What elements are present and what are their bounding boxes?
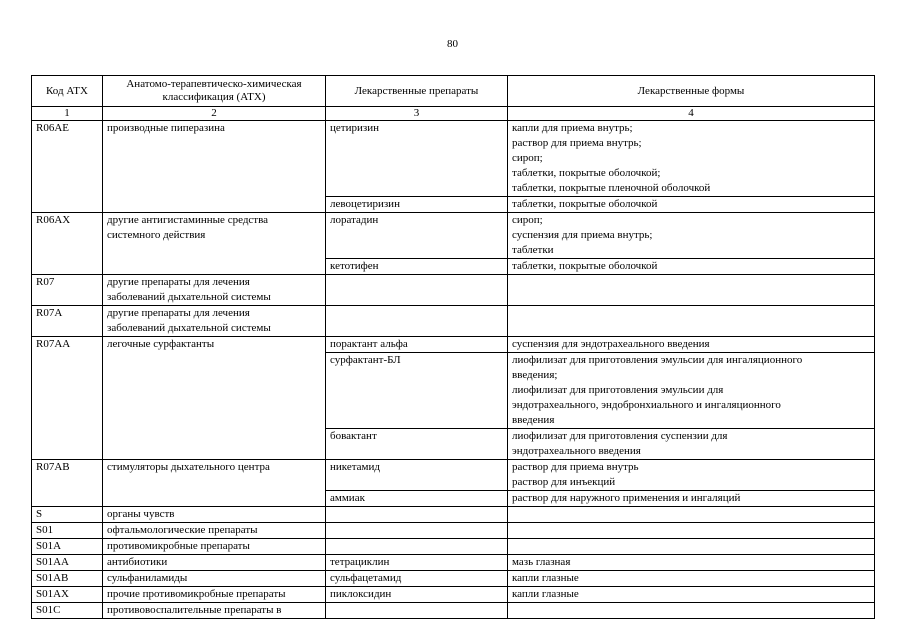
dosage-forms-cell xyxy=(508,587,875,603)
dosage-forms-cell xyxy=(508,523,875,539)
classification-cell xyxy=(103,539,326,555)
atx-code-cell: S01C xyxy=(32,603,103,619)
classification-line: производные пиперазина xyxy=(107,122,225,134)
dosage-form-line: раствор для приема внутрь xyxy=(512,461,639,473)
dosage-forms-cell xyxy=(508,571,875,587)
classification-line: другие антигистаминные средства xyxy=(107,214,269,226)
atx-code-cell: S01AX xyxy=(32,587,103,603)
dosage-form-line: таблетки, покрытые оболочкой; xyxy=(512,167,661,179)
atx-code-cell: R07AB xyxy=(32,460,103,507)
drug-name-cell: никетамид xyxy=(326,460,508,491)
table-row xyxy=(32,555,875,571)
dosage-form-line: капли глазные xyxy=(512,588,579,600)
atx-code-cell: S xyxy=(32,507,103,523)
classification-cell xyxy=(103,555,326,571)
table-row xyxy=(32,603,875,619)
classification-cell xyxy=(103,213,326,275)
classification-cell xyxy=(103,275,326,306)
drug-name-cell: пиклоксидин xyxy=(326,587,508,603)
dosage-form-line: таблетки, покрытые оболочкой xyxy=(512,260,658,272)
dosage-form-line: таблетки, покрытые оболочкой xyxy=(512,198,658,210)
dosage-forms-cell xyxy=(508,353,875,429)
classification-line: стимуляторы дыхательного центра xyxy=(107,461,270,473)
drug-name-cell xyxy=(326,275,508,306)
drug-name-cell: сурфактант-БЛ xyxy=(326,353,508,429)
dosage-forms-cell xyxy=(508,259,875,275)
dosage-forms-cell xyxy=(508,275,875,306)
dosage-form-line: мазь глазная xyxy=(512,556,571,568)
dosage-form-line: лиофилизат для приготовления эмульсии для ингаляционного xyxy=(512,354,803,366)
drug-name-cell: порактант альфа xyxy=(326,337,508,353)
classification-line: прочие противомикробные препараты xyxy=(107,588,286,600)
dosage-forms-cell xyxy=(508,429,875,460)
dosage-form-line: капли глазные xyxy=(512,572,579,584)
header-drugs: Лекарственные препараты xyxy=(326,76,508,107)
table-row xyxy=(32,460,875,491)
classification-line: другие препараты для лечения xyxy=(107,276,250,288)
drug-name-cell xyxy=(326,507,508,523)
dosage-form-line: эндотрахеального введения xyxy=(512,445,641,457)
dosage-forms-cell xyxy=(508,491,875,507)
table-row xyxy=(32,587,875,603)
dosage-forms-cell xyxy=(508,213,875,259)
classification-line: офтальмологические препараты xyxy=(107,524,258,536)
dosage-forms-cell xyxy=(508,555,875,571)
classification-cell xyxy=(103,337,326,460)
dosage-forms-cell xyxy=(508,337,875,353)
dosage-forms-cell xyxy=(508,603,875,619)
atx-code-cell: R06AX xyxy=(32,213,103,275)
atx-code-cell: S01A xyxy=(32,539,103,555)
classification-cell xyxy=(103,306,326,337)
atx-table xyxy=(31,75,875,619)
classification-line: другие препараты для лечения xyxy=(107,307,250,319)
dosage-forms-cell xyxy=(508,507,875,523)
column-number-row xyxy=(32,107,875,121)
drug-name-cell xyxy=(326,539,508,555)
dosage-forms-cell xyxy=(508,539,875,555)
header-code: Код АТХ xyxy=(32,76,103,107)
table-row xyxy=(32,121,875,197)
dosage-form-line: раствор для инъекций xyxy=(512,476,616,488)
drug-name-cell xyxy=(326,523,508,539)
dosage-form-line: таблетки xyxy=(512,244,554,256)
table-body xyxy=(32,121,875,619)
table-row xyxy=(32,539,875,555)
table-row xyxy=(32,213,875,259)
atx-code-cell: R07AA xyxy=(32,337,103,460)
drug-name-cell: сульфацетамид xyxy=(326,571,508,587)
classification-line: системного действия xyxy=(107,229,206,241)
column-number: 4 xyxy=(508,107,875,121)
dosage-form-line: сироп; xyxy=(512,152,543,164)
dosage-form-line: эндотрахеального, эндобронхиального и ингаляционного xyxy=(512,399,781,411)
dosage-form-line: лиофилизат для приготовления эмульсии для xyxy=(512,384,724,396)
dosage-forms-cell xyxy=(508,121,875,197)
dosage-form-line: введения xyxy=(512,414,555,426)
atx-code-cell: S01AB xyxy=(32,571,103,587)
atx-code-cell: S01 xyxy=(32,523,103,539)
table-row xyxy=(32,507,875,523)
table-row xyxy=(32,306,875,337)
classification-cell xyxy=(103,507,326,523)
table-row xyxy=(32,275,875,306)
dosage-forms-cell xyxy=(508,460,875,491)
column-number: 2 xyxy=(103,107,326,121)
atx-code-cell: R06AE xyxy=(32,121,103,213)
page-number: 80 xyxy=(447,38,458,50)
classification-line: заболеваний дыхательной системы xyxy=(107,291,271,303)
drug-name-cell: бовактант xyxy=(326,429,508,460)
atx-code-cell: R07 xyxy=(32,275,103,306)
dosage-forms-cell xyxy=(508,306,875,337)
classification-line: антибиотики xyxy=(107,556,168,568)
classification-cell xyxy=(103,603,326,619)
dosage-forms-cell xyxy=(508,197,875,213)
dosage-form-line: капли для приема внутрь; xyxy=(512,122,633,134)
dosage-form-line: лиофилизат для приготовления суспензии для xyxy=(512,430,728,442)
classification-line: органы чувств xyxy=(107,508,175,520)
dosage-form-line: введения; xyxy=(512,369,558,381)
header-forms: Лекарственные формы xyxy=(508,76,875,107)
atx-code-cell: S01AA xyxy=(32,555,103,571)
classification-cell xyxy=(103,121,326,213)
classification-line: противовоспалительные препараты в xyxy=(107,604,282,616)
dosage-form-line: раствор для наружного применения и ингаляций xyxy=(512,492,741,504)
header-classification: Анатомо-терапевтическо-химическая классификация (АТХ) xyxy=(103,76,326,107)
drug-name-cell xyxy=(326,306,508,337)
table-header-row xyxy=(32,76,875,107)
classification-line: заболеваний дыхательной системы xyxy=(107,322,271,334)
column-number: 1 xyxy=(32,107,103,121)
drug-name-cell: тетрациклин xyxy=(326,555,508,571)
classification-cell xyxy=(103,571,326,587)
dosage-form-line: суспензия для приема внутрь; xyxy=(512,229,653,241)
dosage-form-line: сироп; xyxy=(512,214,543,226)
classification-cell xyxy=(103,460,326,507)
classification-line: сульфаниламиды xyxy=(107,572,188,584)
drug-name-cell: левоцетиризин xyxy=(326,197,508,213)
drug-name-cell: кетотифен xyxy=(326,259,508,275)
dosage-form-line: суспензия для эндотрахеального введения xyxy=(512,338,710,350)
classification-line: легочные сурфактанты xyxy=(107,338,215,350)
classification-cell xyxy=(103,587,326,603)
dosage-form-line: раствор для приема внутрь; xyxy=(512,137,642,149)
drug-name-cell: цетиризин xyxy=(326,121,508,197)
atx-code-cell: R07A xyxy=(32,306,103,337)
classification-line: противомикробные препараты xyxy=(107,540,250,552)
table-row xyxy=(32,571,875,587)
classification-cell xyxy=(103,523,326,539)
table-row xyxy=(32,337,875,353)
column-number: 3 xyxy=(326,107,508,121)
dosage-form-line: таблетки, покрытые пленочной оболочкой xyxy=(512,182,711,194)
drug-name-cell: лоратадин xyxy=(326,213,508,259)
drug-name-cell: аммиак xyxy=(326,491,508,507)
table-row xyxy=(32,523,875,539)
drug-name-cell xyxy=(326,603,508,619)
